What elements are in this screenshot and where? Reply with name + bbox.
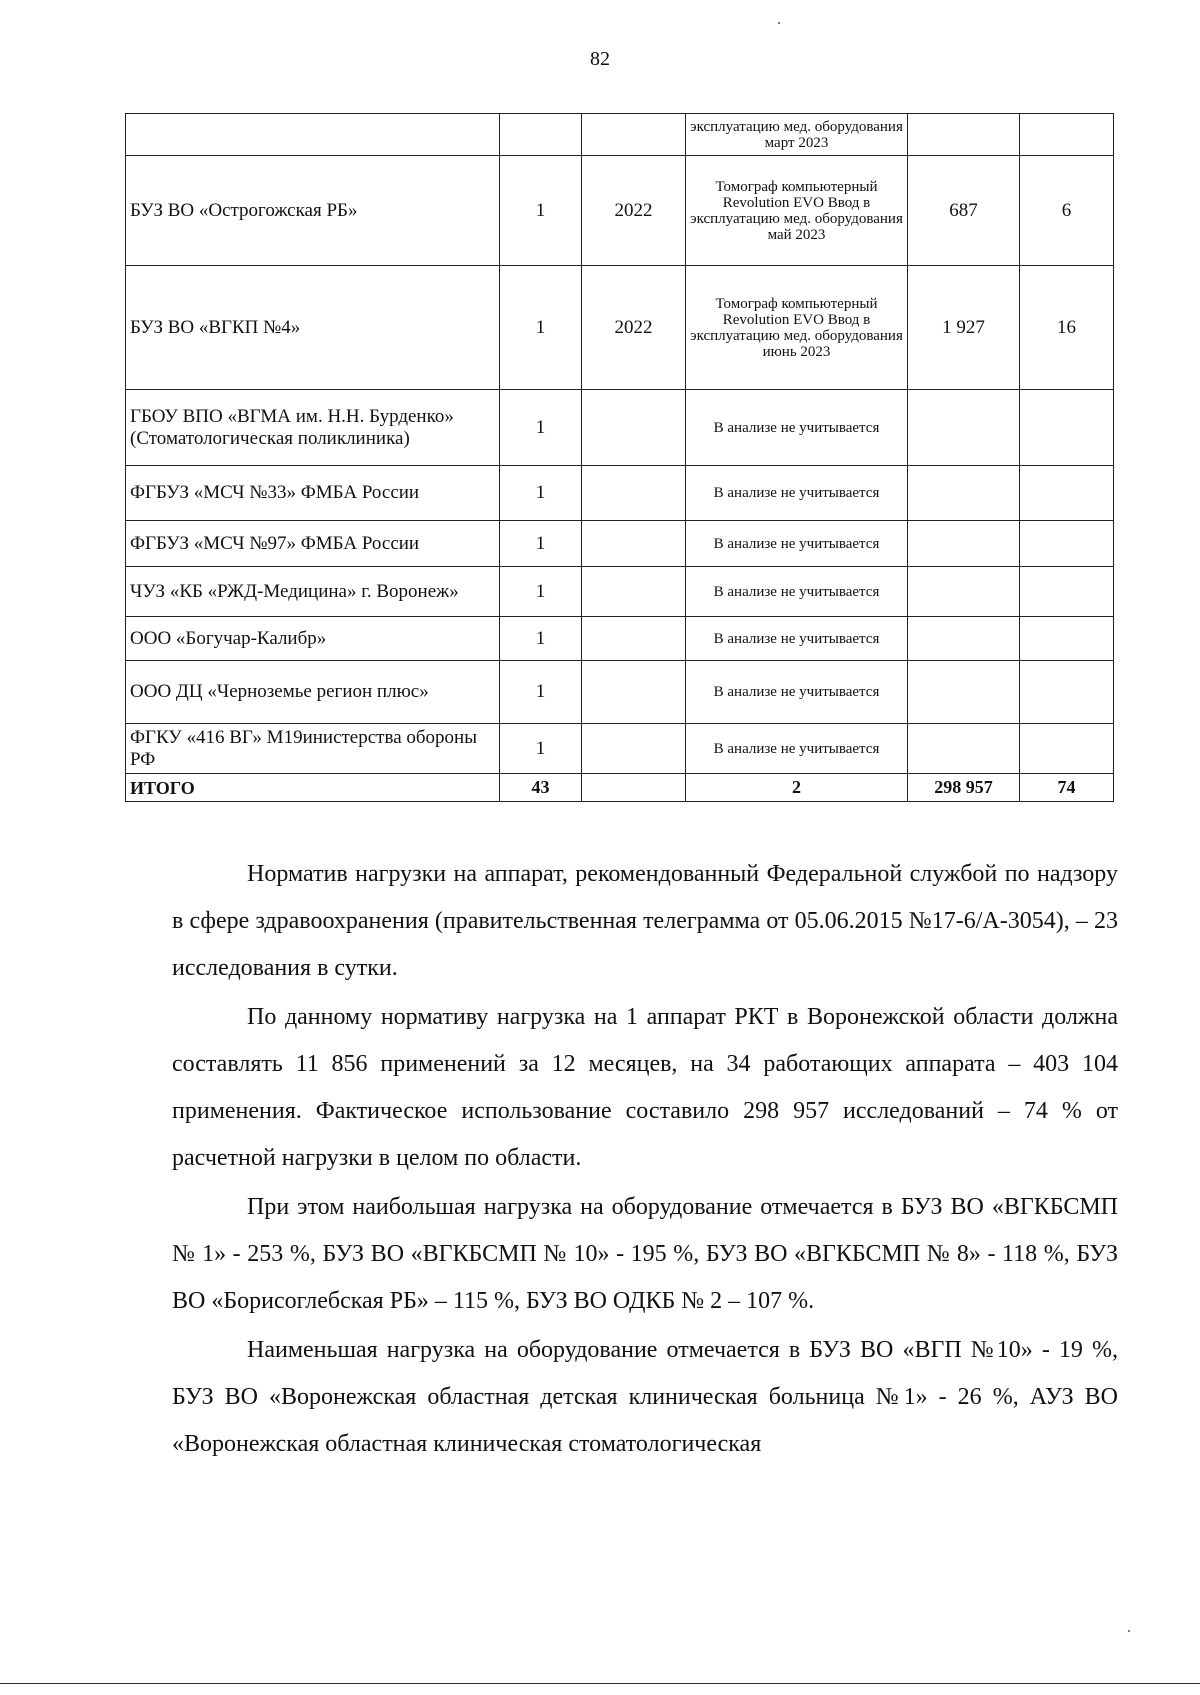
note-cell: эксплуатацию мед. оборудования март 2023 — [686, 114, 908, 156]
page-number: 82 — [590, 48, 610, 70]
load-cell: 1 927 — [908, 266, 1020, 390]
count-cell: 1 — [500, 661, 582, 724]
count-cell: 1 — [500, 466, 582, 521]
year-cell — [582, 617, 686, 661]
load-cell — [908, 466, 1020, 521]
year-cell — [582, 466, 686, 521]
org-cell — [126, 114, 500, 156]
note-cell: В анализе не учитывается — [686, 466, 908, 521]
percent-cell — [1020, 724, 1114, 774]
percent-cell — [1020, 661, 1114, 724]
year-cell: 2022 — [582, 156, 686, 266]
year-cell — [582, 724, 686, 774]
equipment-table — [125, 113, 1114, 802]
count-cell — [500, 114, 582, 156]
table-row — [126, 521, 1114, 567]
count-cell: 1 — [500, 617, 582, 661]
note-cell: В анализе не учитывается — [686, 617, 908, 661]
scan-speck — [778, 22, 780, 24]
load-cell — [908, 617, 1020, 661]
percent-cell — [1020, 567, 1114, 617]
note-cell: В анализе не учитывается — [686, 390, 908, 466]
paragraph: Наименьшая нагрузка на оборудование отмечается в БУЗ ВО «ВГП №10» - 19 %, БУЗ ВО «Воронежская областная детская клиническая больница №1» - 26 %, АУЗ ВО «Воронежская областная клиническая стоматологическая — [172, 1337, 1118, 1457]
load-cell — [908, 567, 1020, 617]
total-percent: 74 — [1020, 774, 1114, 802]
org-cell: ФГБУЗ «МСЧ №97» ФМБА России — [126, 521, 500, 567]
count-cell: 1 — [500, 390, 582, 466]
note-cell: Томограф компьютерный Revolution EVO Ввод в эксплуатацию мед. оборудования июнь 2023 — [686, 266, 908, 390]
table-row — [126, 156, 1114, 266]
bottom-rule — [0, 1683, 1200, 1684]
note-cell: В анализе не учитывается — [686, 724, 908, 774]
count-cell: 1 — [500, 724, 582, 774]
total-note: 2 — [686, 774, 908, 802]
load-cell: 687 — [908, 156, 1020, 266]
total-row — [126, 774, 1114, 802]
table-row — [126, 390, 1114, 466]
load-cell — [908, 724, 1020, 774]
load-cell — [908, 390, 1020, 466]
load-cell — [908, 114, 1020, 156]
percent-cell — [1020, 617, 1114, 661]
year-cell — [582, 661, 686, 724]
table-row — [126, 617, 1114, 661]
org-cell: ООО ДЦ «Черноземье регион плюс» — [126, 661, 500, 724]
percent-cell — [1020, 521, 1114, 567]
table-row — [126, 661, 1114, 724]
body-text — [172, 851, 1118, 1470]
note-cell: В анализе не учитывается — [686, 567, 908, 617]
count-cell: 1 — [500, 567, 582, 617]
percent-cell — [1020, 114, 1114, 156]
total-count: 43 — [500, 774, 582, 802]
note-cell: В анализе не учитывается — [686, 521, 908, 567]
note-cell: В анализе не учитывается — [686, 661, 908, 724]
org-cell: БУЗ ВО «ВГКП №4» — [126, 266, 500, 390]
table-row — [126, 266, 1114, 390]
table-row — [126, 466, 1114, 521]
percent-cell: 16 — [1020, 266, 1114, 390]
org-cell: БУЗ ВО «Острогожская РБ» — [126, 156, 500, 266]
year-cell — [582, 567, 686, 617]
table-row — [126, 114, 1114, 156]
year-cell — [582, 114, 686, 156]
load-cell — [908, 521, 1020, 567]
total-label: ИТОГО — [126, 774, 500, 802]
percent-cell — [1020, 390, 1114, 466]
scan-speck — [1128, 1630, 1130, 1632]
table-row — [126, 724, 1114, 774]
org-cell: ГБОУ ВПО «ВГМА им. Н.Н. Бурденко» (Стоматологическая поликлиника) — [126, 390, 500, 466]
paragraph: При этом наибольшая нагрузка на оборудование отмечается в БУЗ ВО «ВГКБСМП № 1» - 253 %, БУЗ ВО «ВГКБСМП № 10» - 195 %, БУЗ ВО «ВГКБСМП № 8» - 118 %, БУЗ ВО «Борисоглебская РБ» – 115 %, БУЗ ВО ОДКБ № 2 – 107 %. — [172, 1194, 1118, 1314]
percent-cell — [1020, 466, 1114, 521]
table-row — [126, 567, 1114, 617]
paragraph: По данному нормативу нагрузка на 1 аппарат РКТ в Воронежской области должна составлять 11 856 применений за 12 месяцев, на 34 работающих аппарата – 403 104 применения. Фактическое использование составило 298 957 исследований – 74 % от расчетной нагрузки в целом по области. — [172, 1004, 1118, 1171]
total-year — [582, 774, 686, 802]
load-cell — [908, 661, 1020, 724]
org-cell: ЧУЗ «КБ «РЖД-Медицина» г. Воронеж» — [126, 567, 500, 617]
note-cell: Томограф компьютерный Revolution EVO Ввод в эксплуатацию мед. оборудования май 2023 — [686, 156, 908, 266]
year-cell — [582, 390, 686, 466]
year-cell — [582, 521, 686, 567]
count-cell: 1 — [500, 156, 582, 266]
org-cell: ФГБУЗ «МСЧ №33» ФМБА России — [126, 466, 500, 521]
count-cell: 1 — [500, 521, 582, 567]
count-cell: 1 — [500, 266, 582, 390]
percent-cell: 6 — [1020, 156, 1114, 266]
year-cell: 2022 — [582, 266, 686, 390]
org-cell: ООО «Богучар-Калибр» — [126, 617, 500, 661]
total-load: 298 957 — [908, 774, 1020, 802]
org-cell: ФГКУ «416 ВГ» М19инистерства обороны РФ — [126, 724, 500, 774]
paragraph: Норматив нагрузки на аппарат, рекомендованный Федеральной службой по надзору в сфере здравоохранения (правительственная телеграмма от 05.06.2015 №17-6/А-3054), – 23 исследования в сутки. — [172, 861, 1118, 981]
